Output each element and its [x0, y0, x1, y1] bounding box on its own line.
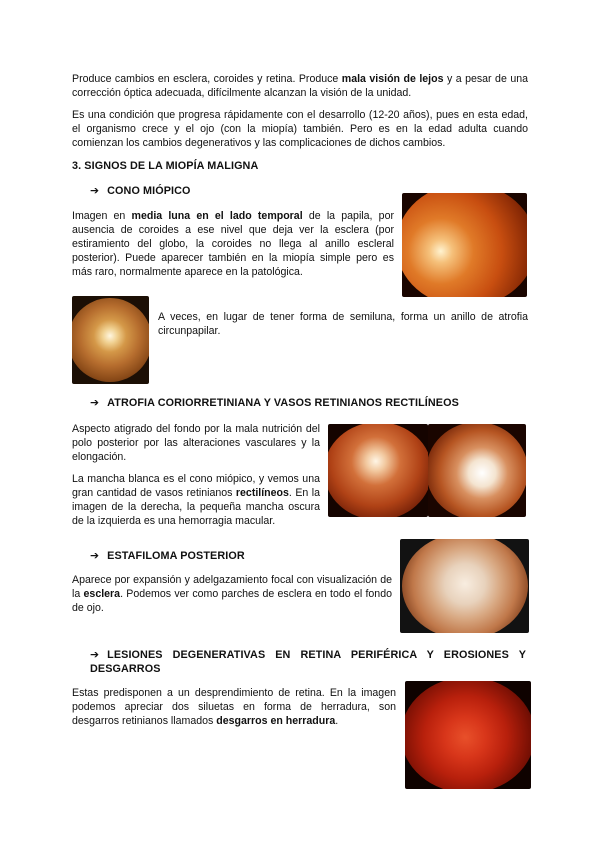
heading-text: LESIONES DEGENERATIVAS EN RETINA PERIFÉRICA Y EROSIONES Y DESGARROS	[90, 649, 526, 675]
text-span: y a pesar de una corrección óptica adecuada, difícilmente alcanzan la visión de la unidad.	[72, 73, 528, 99]
bold-text: esclera	[83, 588, 121, 600]
cono-heading	[90, 184, 191, 197]
intro-paragraph-2: Es una condición que progresa rápidamente con el desarrollo (12-20 años), pues en esta edad, el organismo crece y el ojo (con la miopía) también. Pero es en la edad adulta cuando comienzan los cambios degenerativos y las complicaciones de dichos cambios.	[72, 109, 528, 149]
text-span: La mancha blanca es el cono miópico, y vemos una gran cantidad de vasos retinianos	[72, 473, 320, 499]
section-title: 3. SIGNOS DE LA MIOPÍA MALIGNA	[72, 160, 259, 172]
cono-paragraph-2: A veces, en lugar de tener forma de semiluna, forma un anillo de atrofia circunpapilar.	[158, 311, 528, 337]
heading-text: ESTAFILOMA POSTERIOR	[107, 550, 245, 562]
heading-text: CONO MIÓPICO	[107, 185, 191, 197]
fundus-shape	[428, 424, 526, 517]
bold-text: desgarros en herradura	[216, 715, 336, 727]
lesiones-paragraph	[72, 686, 396, 728]
fundus-image-anillo-atrofia	[72, 296, 149, 384]
cono-paragraph-1	[72, 209, 394, 279]
fundus-shape	[402, 539, 528, 633]
arrow-icon: ➔	[90, 649, 100, 661]
text-span: .	[335, 715, 339, 727]
arrow-icon: ➔	[90, 550, 100, 562]
bold-text: media luna en el lado temporal	[131, 210, 303, 222]
fundus-shape	[72, 298, 149, 382]
text-span: . En la imagen de la derecha, la pequeña mancha oscura de la izquierda es una hemorragia macular.	[72, 487, 320, 527]
text-span: de la papila, por ausencia de coroides a ese nivel que deja ver la esclera (por estiramiento del globo, la coroides no llega al anillo escleral posterior). Puede aparecer también en la miopía simple pero es más raro, normalmente aparece en la patológica.	[72, 210, 394, 278]
text-span: . Podemos ver como parches de esclera en todo el fondo de ojo.	[72, 588, 392, 614]
atrofia-paragraph-2	[72, 472, 320, 528]
fundus-image-estafiloma	[400, 539, 529, 633]
arrow-icon: ➔	[90, 185, 100, 197]
fundus-image-atrofia-izquierda	[328, 424, 428, 517]
heading-text: ATROFIA CORIORRETINIANA Y VASOS RETINIANOS RECTILÍNEOS	[107, 397, 459, 409]
bold-text: rectilíneos	[235, 487, 289, 499]
fundus-image-atrofia-derecha	[428, 424, 526, 517]
text-span: Produce cambios en esclera, coroides y retina. Produce	[72, 73, 342, 85]
text-span: Imagen en	[72, 210, 132, 222]
fundus-image-desgarros	[405, 681, 531, 789]
atrofia-paragraph-1: Aspecto atigrado del fondo por la mala nutrición del polo posterior por las alteraciones vasculares y la elongación.	[72, 423, 320, 463]
intro-paragraph-1	[72, 72, 528, 100]
lesiones-heading	[90, 648, 526, 676]
text-span: Aparece por expansión y adelgazamiento focal con visualización de la	[72, 574, 392, 600]
text-span: Estas predisponen a un desprendimiento de retina. En la imagen podemos apreciar dos siluetas en forma de herradura, son desgarros retinianos llamados	[72, 687, 396, 727]
fundus-image-cono-miopico	[402, 193, 527, 297]
arrow-icon: ➔	[90, 397, 100, 409]
bold-text: mala visión de lejos	[341, 73, 444, 85]
atrofia-heading	[90, 396, 459, 409]
fundus-shape	[328, 424, 428, 517]
fundus-shape	[405, 681, 531, 789]
estafiloma-heading	[90, 549, 245, 562]
fundus-shape	[402, 193, 527, 297]
estafiloma-paragraph	[72, 573, 392, 615]
